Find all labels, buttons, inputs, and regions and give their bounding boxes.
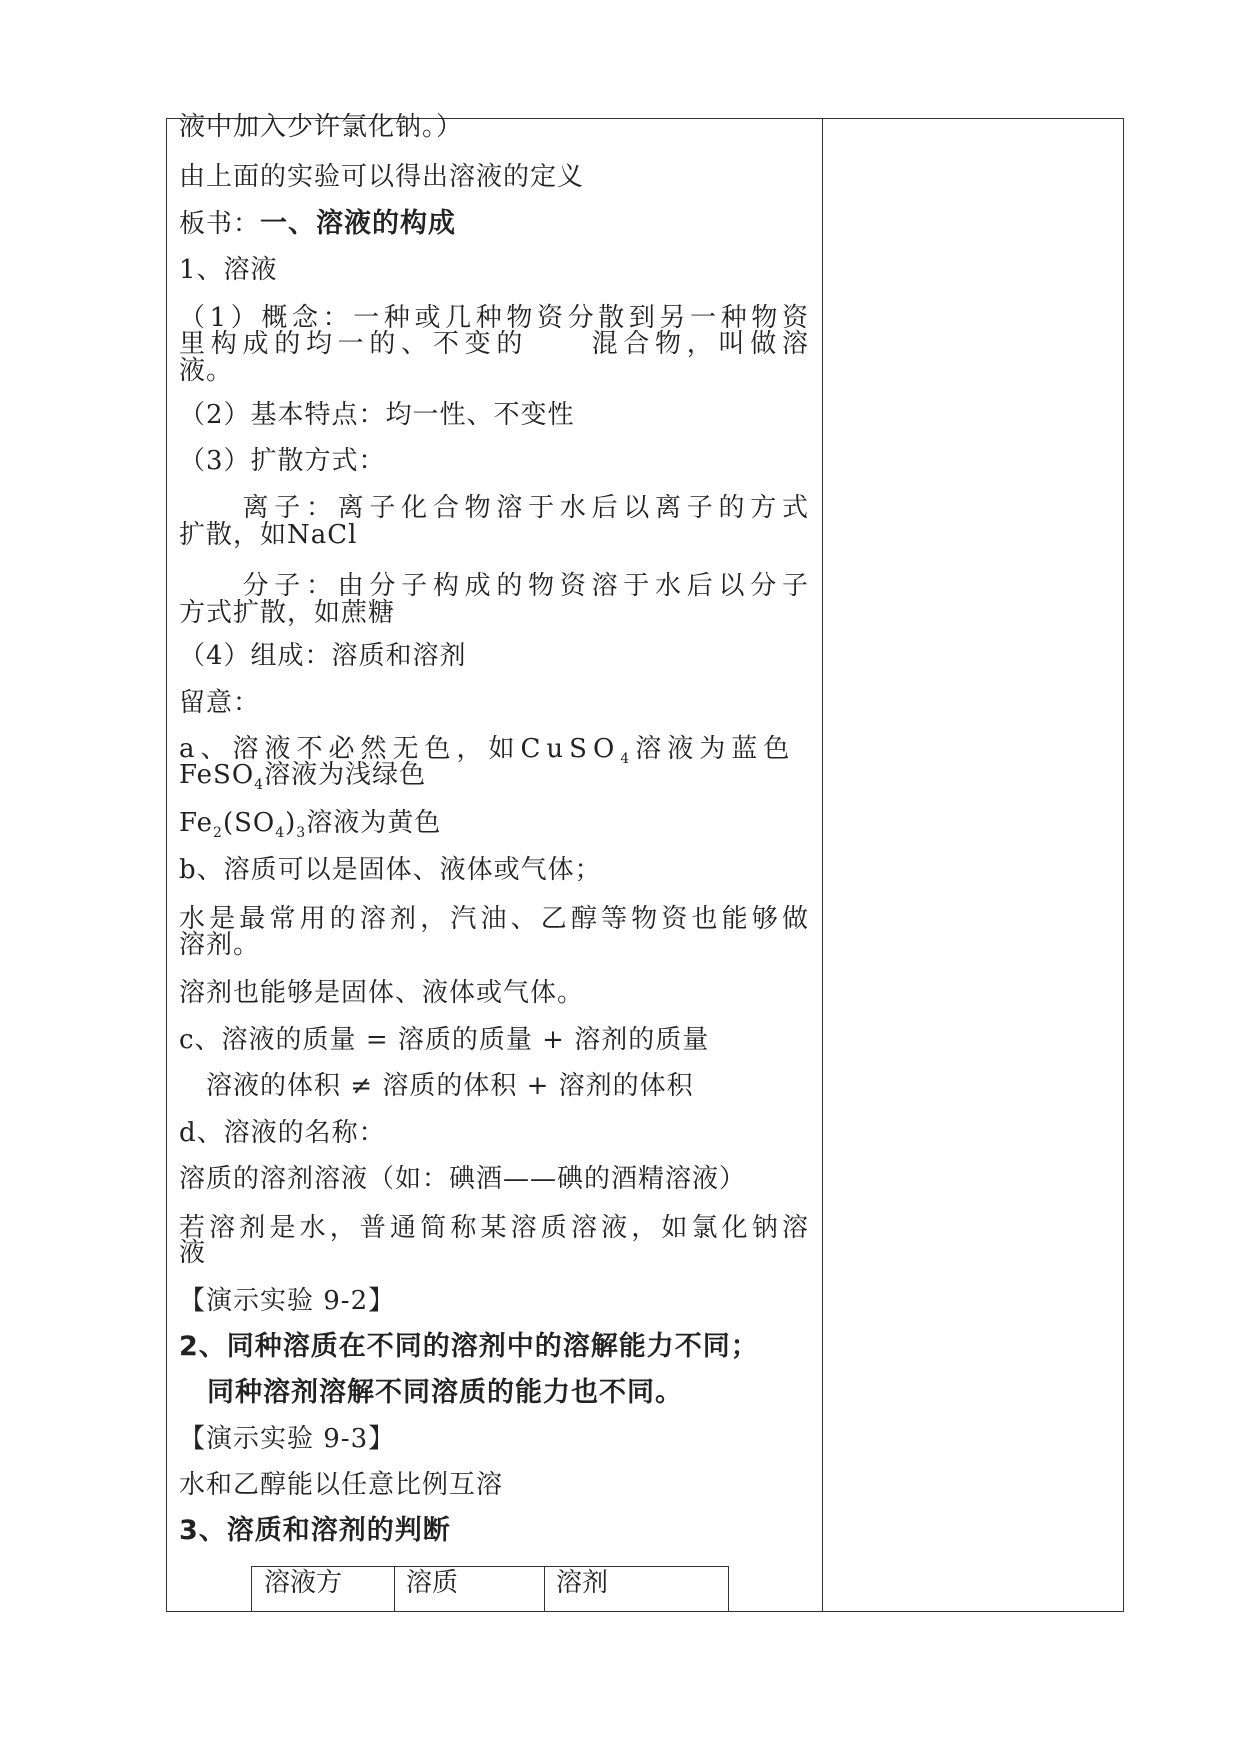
text-line: 溶液的体积 ≠ 溶质的体积 + 溶剂的体积 [179, 1071, 694, 1101]
text-line: 水和乙醇能以任意比例互溶 [179, 1470, 504, 1500]
text-line: 液。 [179, 356, 234, 386]
text-run: FeSO [179, 760, 255, 790]
text-line: 1、溶液 [179, 255, 278, 285]
label-prefix: 板书： [179, 209, 261, 239]
text-line: 液 [179, 1238, 207, 1268]
text-run: 溶液为黄色 [306, 808, 442, 838]
formula-line [179, 809, 441, 847]
table-header-cell: 溶剂 [556, 1568, 609, 1598]
table-column-divider [544, 1567, 545, 1611]
subscript: 2 [213, 825, 223, 841]
table-header-cell: 溶液方 [264, 1568, 343, 1598]
solute-solvent-table [251, 1566, 729, 1612]
text-line: 【演示实验 9-2】 [179, 1286, 396, 1316]
text-line: （1）概念：一种或几种物资分散到另一种物资 [179, 303, 809, 333]
subscript: 4 [620, 751, 636, 767]
text-line: d、溶液的名称： [179, 1118, 386, 1148]
formula-line [179, 761, 426, 799]
key-point: 同种溶剂溶解不同溶质的能力也不同。 [179, 1377, 683, 1408]
text-line: 扩散，如NaCl [179, 520, 358, 550]
text-run: a、溶液不必然无色，如CuSO [179, 734, 621, 764]
column-divider [822, 119, 823, 1611]
text-line: 离子：离子化合物溶于水后以离子的方式 [179, 493, 809, 523]
text-line: 分子：由分子构成的物资溶于水后以分子 [179, 571, 809, 601]
text-line: 由上面的实验可以得出溶液的定义 [179, 162, 585, 192]
text-line: 溶质的溶剂溶液（如：碘酒——碘的酒精溶液） [179, 1164, 747, 1194]
subscript: 3 [296, 825, 307, 841]
text-line: 留意： [179, 688, 261, 718]
text-line: （2）基本特点：均一性、不变性 [179, 400, 575, 430]
text-line: （4）组成：溶质和溶剂 [179, 641, 467, 671]
table-header-cell: 溶质 [406, 1568, 459, 1598]
text-line: 溶剂也能够是固体、液体或气体。 [179, 978, 585, 1008]
text-line: 里构成的均一的、不变的 混合物，叫做溶 [179, 329, 809, 359]
text-line: （3）扩散方式： [179, 446, 386, 476]
blackboard-heading [179, 210, 456, 238]
text-run: (SO [222, 808, 276, 838]
text-run: ) [285, 808, 297, 838]
text-run: Fe [179, 808, 214, 838]
text-line: 溶剂。 [179, 930, 261, 960]
text-line: 【演示实验 9-3】 [179, 1424, 396, 1454]
text-line: c、溶液的质量 = 溶质的质量 + 溶剂的质量 [179, 1025, 710, 1055]
text-line: 水是最常用的溶剂，汽油、乙醇等物资也能够做 [179, 904, 809, 934]
section-heading: 3、溶质和溶剂的判断 [179, 1515, 451, 1546]
text-line: b、溶质可以是固体、液体或气体； [179, 855, 602, 885]
subscript: 4 [254, 777, 265, 793]
text-line: 若溶剂是水，普通简称某溶质溶液，如氯化钠溶 [179, 1213, 809, 1243]
text-run: 溶液为浅绿色 [264, 760, 427, 790]
subscript: 4 [275, 825, 286, 841]
text-line: 方式扩散，如蔗糖 [179, 598, 396, 628]
lesson-table [166, 112, 1124, 1612]
section-title: 一、溶液的构成 [260, 208, 457, 239]
key-point: 2、同种溶质在不同的溶剂中的溶解能力不同； [179, 1331, 759, 1362]
text-run: 溶液为蓝色 [635, 734, 796, 764]
table-column-divider [394, 1567, 395, 1611]
text-line: 液中加入少许氯化钠。） [179, 112, 464, 142]
